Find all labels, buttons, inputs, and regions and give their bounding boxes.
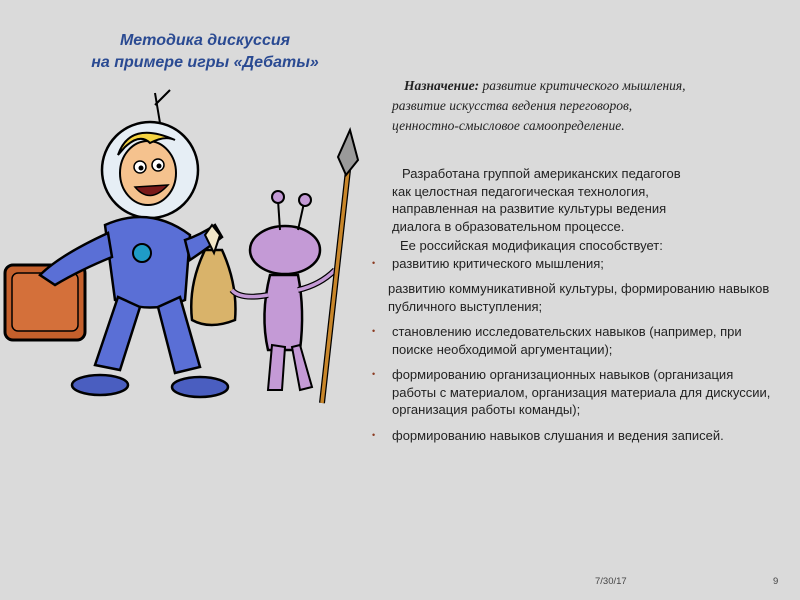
bullet-icon: • bbox=[372, 257, 376, 268]
list-item-text: формированию организационных навыков (организация работы с материалом, организация материала для дискуссии, организация работы команды); bbox=[392, 367, 771, 417]
list-item-text: развитию коммуникативной культуры, формированию навыков публичного выступления; bbox=[388, 281, 770, 314]
modification-heading: Ее российская модификация способствует: bbox=[400, 238, 663, 253]
spear-image bbox=[322, 130, 358, 403]
astronaut-image bbox=[40, 90, 228, 397]
purpose-block bbox=[392, 76, 762, 136]
footer-date: 7/30/17 bbox=[595, 576, 627, 587]
alien-image bbox=[232, 191, 335, 390]
bullet-icon: • bbox=[372, 369, 376, 379]
purpose-line-1: развитие критического мышления, bbox=[482, 78, 686, 93]
list-item-text: становлению исследовательских навыков (например, при поиске необходимой аргументации); bbox=[392, 324, 742, 357]
description-block bbox=[372, 165, 772, 452]
description-line-1: Разработана группой американских педагогов bbox=[402, 166, 681, 181]
list-item bbox=[372, 427, 772, 445]
purpose-line-3: ценностно-смысловое самоопределение. bbox=[392, 118, 625, 133]
bullet-icon: • bbox=[372, 326, 376, 336]
list-item bbox=[388, 280, 772, 315]
bullet-icon: • bbox=[372, 429, 376, 440]
title-line-1: Методика дискуссия bbox=[119, 32, 291, 49]
description-line-3: направленная на развитие культуры ведения bbox=[392, 201, 667, 216]
page-number: 9 bbox=[773, 576, 779, 587]
purpose-line-2: развитие искусства ведения переговоров, bbox=[392, 98, 633, 113]
description-line-4: диалога в образовательном процессе. bbox=[392, 218, 625, 234]
list-item bbox=[372, 366, 772, 419]
slide-title bbox=[40, 30, 370, 74]
description-line-2: как целостная педагогическая технология, bbox=[392, 183, 649, 199]
list-item bbox=[372, 255, 772, 273]
list-item bbox=[372, 323, 772, 358]
list-item-text: развитию критического мышления; bbox=[392, 255, 604, 271]
title-line-2: на примере игры «Дебаты» bbox=[91, 54, 319, 71]
astronaut-alien-illustration bbox=[0, 85, 380, 425]
purpose-label: Назначение: bbox=[404, 78, 480, 93]
contributions-list bbox=[372, 255, 772, 445]
list-item-text: формированию навыков слушания и ведения записей. bbox=[392, 427, 724, 443]
